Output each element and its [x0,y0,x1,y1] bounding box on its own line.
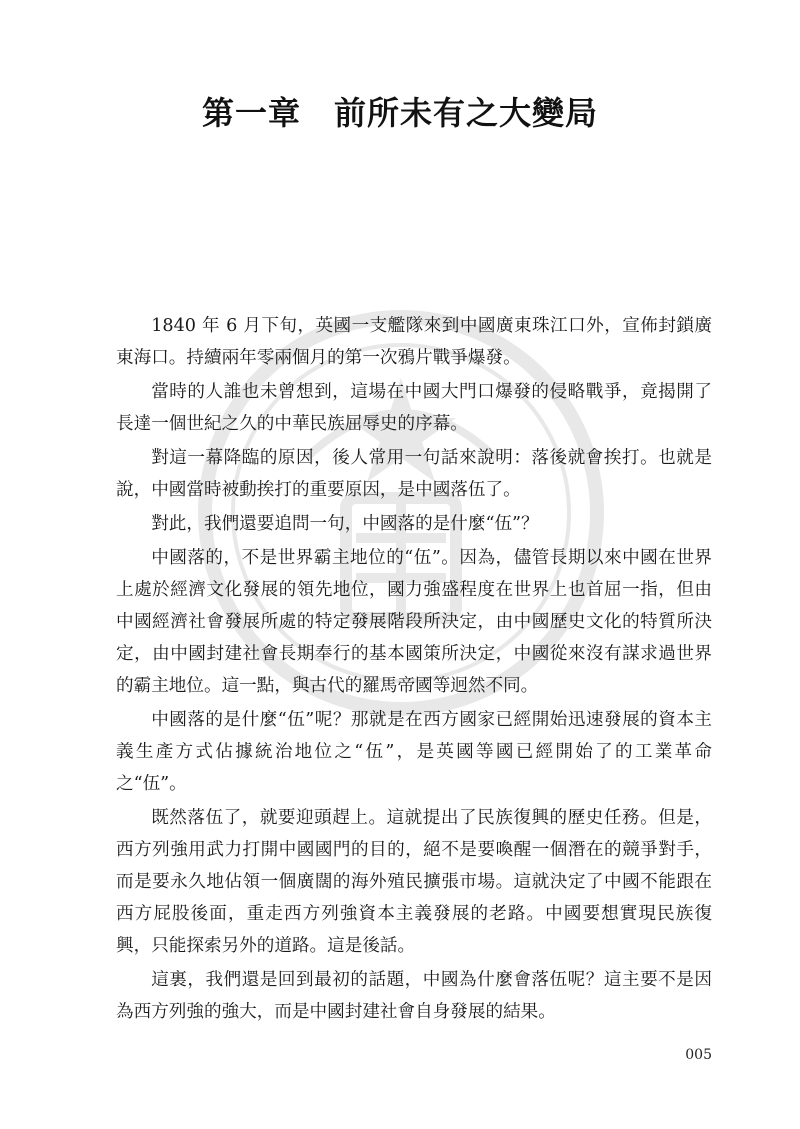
body-text [116,310,712,1030]
paragraph: 既然落伍了，就要迎頭趕上。這就提出了民族復興的歷史任務。但是，西方列強用武力打開中國國門的目的，絕不是要喚醒一個潛在的競爭對手，而是要永久地佔領一個廣闊的海外殖民擴張市場。這就決定了中國不能跟在西方屁股後面，重走西方列強資本主義發展的老路。中國要想實現民族復興，只能探索另外的道路。這是後話。 [116,808,712,956]
paragraph: 1840 年 6 月下旬，英國一支艦隊來到中國廣東珠江口外，宣佈封鎖廣東海口。持續兩年零兩個月的第一次鴉片戰爭爆發。 [116,316,712,368]
paragraph: 對此，我們還要追問一句，中國落的是什麼“伍”？ [151,514,539,534]
paragraph: 中國落的，不是世界霸主地位的“伍”。因為，儘管長期以來中國在世界上處於經濟文化發展的領先地位，國力強盛程度在世界上也首屈一指，但由中國經濟社會發展所處的特定發展階段所決定，由中國歷史文化的特質所決定，由中國封建社會長期奉行的基本國策所決定，中國從來沒有謀求過世界的霸主地位。這一點，與古代的羅馬帝國等迥然不同。 [116,548,712,696]
page-number: 005 [685,1047,712,1063]
paragraph: 對這一幕降臨的原因，後人常用一句話來說明：落後就會挨打。也就是說，中國當時被動挨打的重要原因，是中國落伍了。 [116,448,712,500]
paragraph: 中國落的是什麼“伍”呢？那就是在西方國家已經開始迅速發展的資本主義生產方式佔據統治地位之“伍”，是英國等國已經開始了的工業革命之“伍”。 [116,710,712,794]
chapter-title: 第一章 前所未有之大變局 [201,94,598,132]
paragraph: 當時的人誰也未曾想到，這場在中國大門口爆發的侵略戰爭，竟揭開了長達一個世紀之久的中華民族屈辱史的序幕。 [116,382,712,434]
paragraph: 這裏，我們還是回到最初的話題，中國為什麼會落伍呢？這主要不是因為西方列強的強大，而是中國封建社會自身發展的結果。 [116,970,712,1022]
